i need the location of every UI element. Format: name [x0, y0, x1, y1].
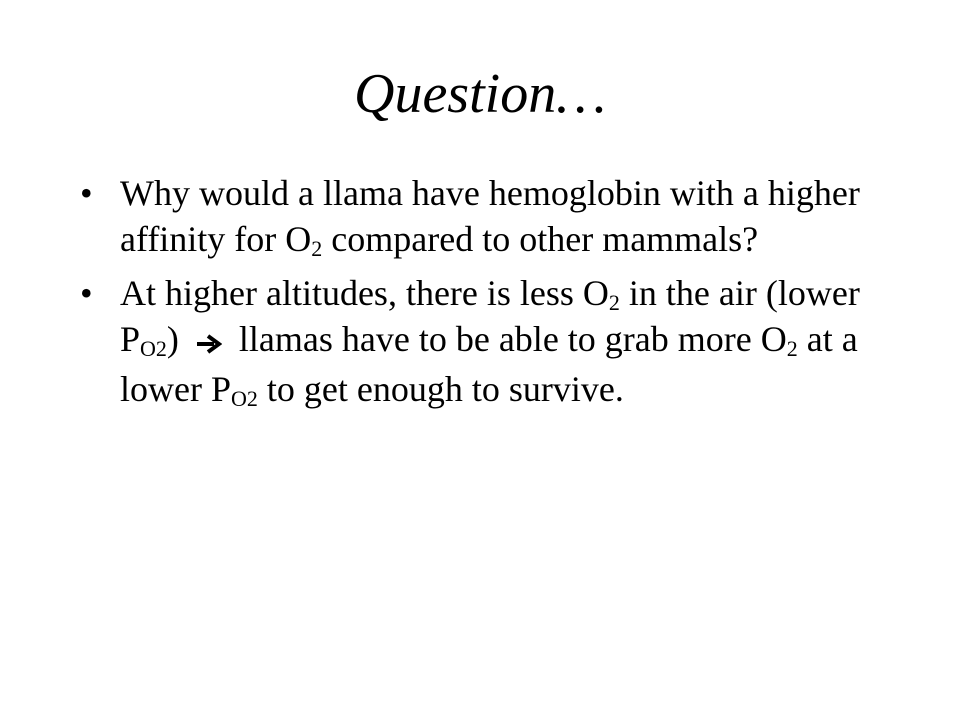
bullet-mark: • — [80, 173, 93, 213]
subscript: 2 — [608, 290, 620, 315]
bullet-text: Why would a llama have hemoglobin with a higher affinity for O — [120, 173, 860, 259]
bullet-text: to get enough to survive. — [257, 368, 624, 409]
bullet-text: ) — [166, 319, 188, 359]
subscript: O2 — [140, 336, 167, 361]
bullet-text: At higher altitudes, there is less O — [120, 273, 609, 313]
slide-title: Question… — [354, 63, 606, 125]
bullet-text: llamas have to be able to grab more O — [229, 319, 787, 359]
bullet-text: compared to other mammals? — [322, 219, 759, 259]
bullet-list — [80, 170, 880, 420]
bullet-text: in the air (lower P — [120, 273, 860, 359]
subscript: 2 — [786, 336, 798, 361]
bullet-text: at a lower P — [120, 319, 858, 409]
subscript: 2 — [311, 236, 323, 261]
bullet-mark: • — [80, 273, 93, 313]
bullet-item-question — [80, 170, 880, 262]
subscript: O2 — [231, 385, 258, 411]
bullet-item-answer — [80, 270, 880, 412]
right-arrow-icon — [196, 320, 222, 366]
